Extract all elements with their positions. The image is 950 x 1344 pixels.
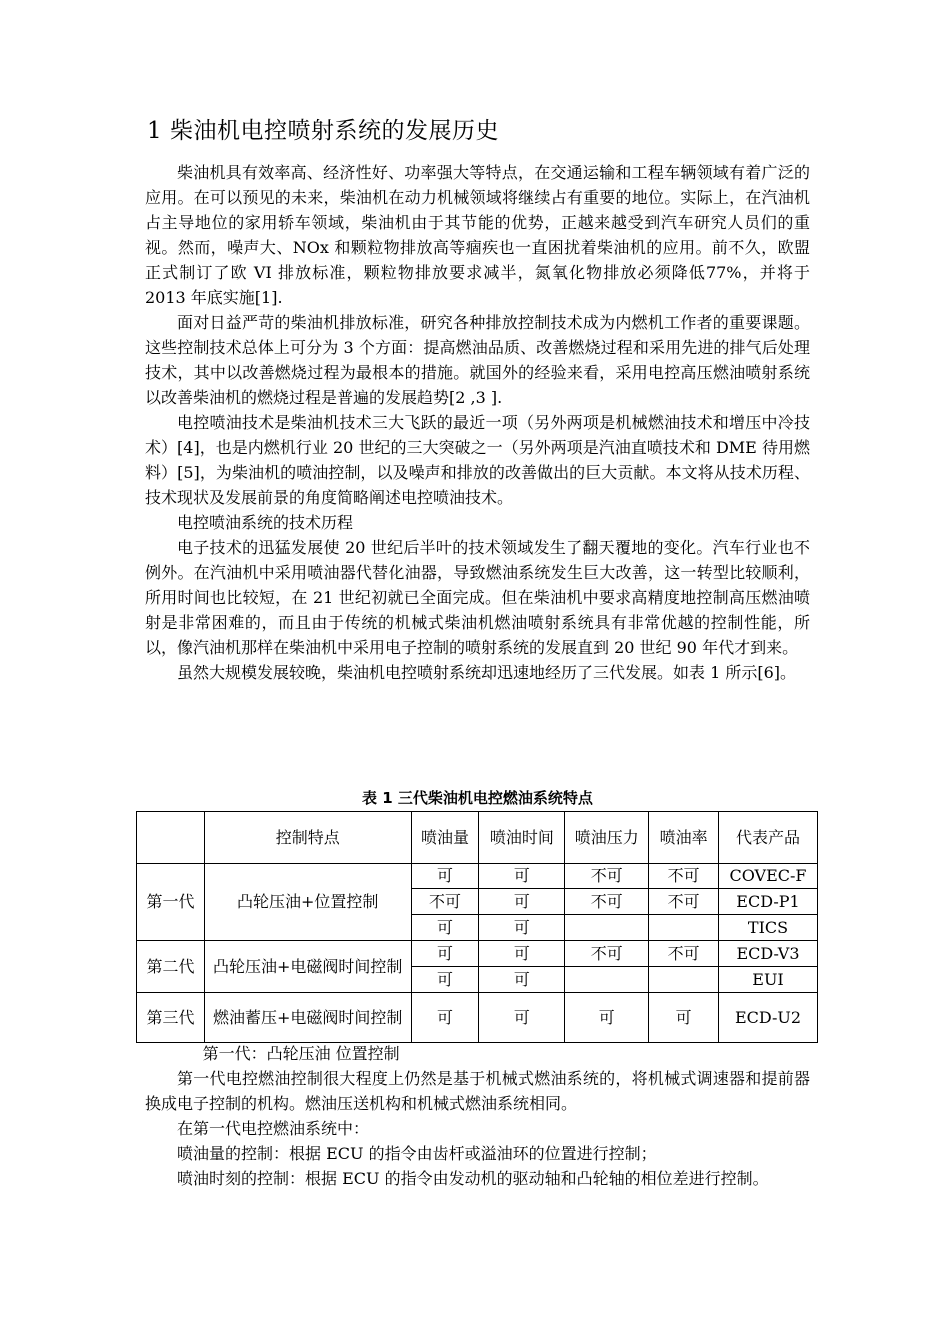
cell-gen: 第一代 xyxy=(137,864,205,941)
cell-qty: 可 xyxy=(411,941,479,967)
cell-gen: 第二代 xyxy=(137,941,205,993)
cell-rate: 不可 xyxy=(649,864,719,889)
header-feature: 控制特点 xyxy=(204,812,411,864)
paragraph-2: 面对日益严苛的柴油机排放标准，研究各种排放控制技术成为内燃机工作者的重要课题。这些控制技术总体上可分为 3 个方面：提高燃油品质、改善燃烧过程和采用先进的排气后处理技术，其中以改善燃烧过程为最根本的措施。就国外的经验来看，采用电控高压燃油喷射系统以改善柴油机的燃烧过程是普遍的发展趋势[2 ,3 ]. xyxy=(145,313,810,407)
subheading: 电控喷油系统的技术历程 xyxy=(177,513,354,532)
cell-feature: 凸轮压油+电磁阀时间控制 xyxy=(204,941,411,993)
table-row xyxy=(137,993,818,1043)
cell-product: TICS xyxy=(719,915,818,941)
cell-pressure: 不可 xyxy=(565,864,649,889)
cell-rate: 不可 xyxy=(649,941,719,967)
paragraph-3: 电控喷油技术是柴油机技术三大飞跃的最近一项（另外两项是机械燃油技术和增压中冷技术）[4]，也是内燃机行业 20 世纪的三大突破之一（另外两项是汽油直喷技术和 DME 待用燃料）[5]，为柴油机的喷油控制，以及噪声和排放的改善做出的巨大贡献。本文将从技术历程、技术现状及发展前景的角度简略阐述电控喷油技术。 xyxy=(145,413,810,507)
cell-time: 可 xyxy=(479,941,565,967)
paragraph-9: 喷油时刻的控制：根据 ECU 的指令由发动机的驱动轴和凸轮轴的相位差进行控制。 xyxy=(177,1169,769,1188)
paragraph-4: 电子技术的迅猛发展使 20 世纪后半叶的技术领域发生了翻天覆地的变化。汽车行业也不例外。在汽油机中采用喷油器代替化油器，导致燃油系统发生巨大改善，这一转型比较顺利，所用时间也比较短，在 21 世纪初就已全面完成。但在柴油机中要求高精度地控制高压燃油喷射是非常困难的，而且由于传统的机械式柴油机燃油喷射系统具有非常优越的控制性能，所以，像汽油机那样在柴油机中采用电子控制的喷射系统的发展直到 20 世纪 90 年代才到来。 xyxy=(145,538,810,657)
cell-product: COVEC-F xyxy=(719,864,818,889)
table-row xyxy=(137,864,818,889)
cell-product: ECD-P1 xyxy=(719,889,818,915)
paragraph-5: 虽然大规模发展较晚，柴油机电控喷射系统却迅速地经历了三代发展。如表 1 所示[6]。 xyxy=(177,663,797,682)
cell-rate: 可 xyxy=(649,993,719,1043)
gen1-heading: 第一代：凸轮压油 位置控制 xyxy=(202,1044,400,1063)
paragraph-8: 喷油量的控制：根据 ECU 的指令由齿杆或溢油环的位置进行控制； xyxy=(177,1144,657,1163)
cell-qty: 可 xyxy=(411,864,479,889)
cell-pressure xyxy=(565,967,649,993)
cell-product: ECD-U2 xyxy=(719,993,818,1043)
cell-qty: 可 xyxy=(411,915,479,941)
cell-pressure: 不可 xyxy=(565,889,649,915)
generations-table xyxy=(136,811,818,1043)
cell-pressure xyxy=(565,915,649,941)
header-qty: 喷油量 xyxy=(411,812,479,864)
paragraph-7: 在第一代电控燃油系统中： xyxy=(177,1119,370,1138)
cell-qty: 可 xyxy=(411,967,479,993)
cell-feature: 燃油蓄压+电磁阀时间控制 xyxy=(204,993,411,1043)
cell-qty: 可 xyxy=(411,993,479,1043)
paragraph-1: 柴油机具有效率高、经济性好、功率强大等特点，在交通运输和工程车辆领域有着广泛的应用。在可以预见的未来，柴油机在动力机械领域将继续占有重要的地位。实际上，在汽油机占主导地位的家用轿车领域，柴油机由于其节能的优势，正越来越受到汽车研究人员们的重视。然而，噪声大、NOx 和颗粒物排放高等痼疾也一直困扰着柴油机的应用。前不久，欧盟正式制订了欧 VI 排放标准，颗粒物排放要求减半，氮氧化物排放必须降低77%，并将于 2013 年底实施[1]. xyxy=(145,163,810,307)
cell-rate: 不可 xyxy=(649,889,719,915)
header-rate: 喷油率 xyxy=(649,812,719,864)
table-header-row xyxy=(137,812,818,864)
cell-time: 可 xyxy=(479,993,565,1043)
header-blank xyxy=(137,812,205,864)
cell-time: 可 xyxy=(479,915,565,941)
cell-product: EUI xyxy=(719,967,818,993)
section-title: 1 柴油机电控喷射系统的发展历史 xyxy=(147,118,499,144)
cell-pressure: 可 xyxy=(565,993,649,1043)
body-text xyxy=(145,160,810,685)
cell-rate xyxy=(649,915,719,941)
paragraph-6: 第一代电控燃油控制很大程度上仍然是基于机械式燃油系统的，将机械式调速器和提前器换成电子控制的机构。燃油压送机构和机械式燃油系统相同。 xyxy=(145,1069,810,1113)
cell-gen: 第三代 xyxy=(137,993,205,1043)
header-product: 代表产品 xyxy=(719,812,818,864)
cell-time: 可 xyxy=(479,889,565,915)
table-row xyxy=(137,941,818,967)
header-time: 喷油时间 xyxy=(479,812,565,864)
cell-feature: 凸轮压油+位置控制 xyxy=(204,864,411,941)
cell-rate xyxy=(649,967,719,993)
cell-qty: 不可 xyxy=(411,889,479,915)
cell-time: 可 xyxy=(479,967,565,993)
after-table-text xyxy=(145,1041,810,1191)
header-pressure: 喷油压力 xyxy=(565,812,649,864)
cell-product: ECD-V3 xyxy=(719,941,818,967)
table-caption: 表 1 三代柴油机电控燃油系统特点 xyxy=(362,789,593,807)
cell-time: 可 xyxy=(479,864,565,889)
cell-pressure: 不可 xyxy=(565,941,649,967)
